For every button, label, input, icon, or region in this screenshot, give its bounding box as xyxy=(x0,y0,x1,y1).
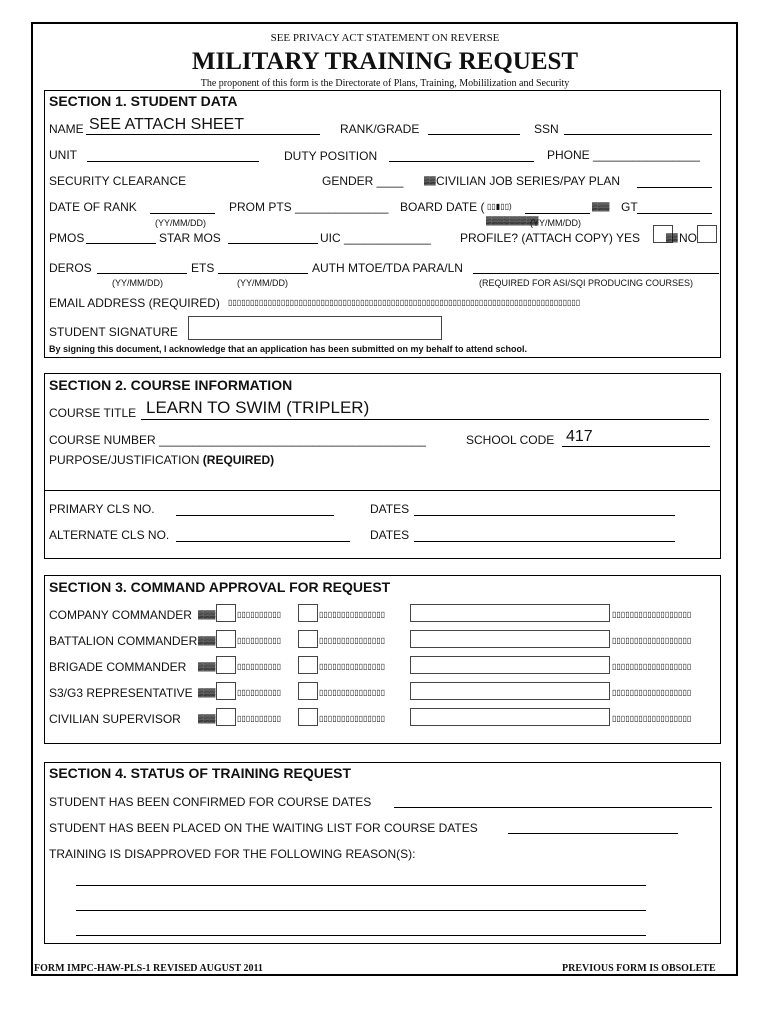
no-label: NO xyxy=(679,231,697,245)
approver-marker-icon: ▓▓▓ xyxy=(198,636,216,645)
email-label: EMAIL ADDRESS (REQUIRED) xyxy=(49,296,220,310)
approve-label-glyph-icon: ▯▯▯▯▯▯▯▯▯▯ xyxy=(237,610,282,619)
ets-label: ETS xyxy=(191,261,215,275)
approver-marker-icon: ▓▓▓ xyxy=(198,610,216,619)
primary-cls-label: PRIMARY CLS NO. xyxy=(49,502,155,516)
approver-signature-field[interactable] xyxy=(410,604,610,622)
approver-signature-field[interactable] xyxy=(410,630,610,648)
clearance-label: SECURITY CLEARANCE xyxy=(49,174,187,188)
board-hint: (YY/MM/DD) xyxy=(530,218,581,228)
disapprove-checkbox[interactable] xyxy=(298,708,318,726)
signature-field[interactable] xyxy=(188,316,442,340)
disapprove-label-glyph-icon: ▯▯▯▯▯▯▯▯▯▯▯▯▯▯▯ xyxy=(319,662,386,671)
phone-label[interactable]: PHONE ________________ xyxy=(547,148,700,162)
school-code-value[interactable]: 417 xyxy=(566,428,593,445)
reason-line-3[interactable] xyxy=(76,935,646,936)
primary-cls-field[interactable] xyxy=(176,515,334,516)
primary-dates-field[interactable] xyxy=(414,515,675,516)
rank-field[interactable] xyxy=(428,134,520,135)
civilian-label: CIVILIAN JOB SERIES/PAY PLAN xyxy=(436,174,621,188)
approve-checkbox[interactable] xyxy=(216,708,236,726)
civilian-marker-icon: ▓▓ xyxy=(424,176,436,185)
board-label: BOARD DATE ( xyxy=(400,200,485,214)
name-label: NAME xyxy=(49,122,84,136)
deros-hint: (YY/MM/DD) xyxy=(112,278,163,288)
course-title-line xyxy=(141,419,709,420)
duty-label: DUTY POSITION xyxy=(284,149,378,163)
approver-date-field[interactable]: ▯▯▯▯▯▯▯▯▯▯▯▯▯▯▯▯▯▯ xyxy=(612,662,692,671)
confirmed-dates-field[interactable] xyxy=(394,807,712,808)
disapprove-label-glyph-icon: ▯▯▯▯▯▯▯▯▯▯▯▯▯▯▯ xyxy=(319,610,386,619)
signature-label: STUDENT SIGNATURE xyxy=(49,325,178,339)
disapprove-checkbox[interactable] xyxy=(298,656,318,674)
mtoe-hint: (REQUIRED FOR ASI/SQI PRODUCING COURSES) xyxy=(479,278,694,288)
approve-label-glyph-icon: ▯▯▯▯▯▯▯▯▯▯ xyxy=(237,714,282,723)
privacy-notice: SEE PRIVACY ACT STATEMENT ON REVERSE xyxy=(270,32,500,44)
starmos-field[interactable] xyxy=(228,243,318,244)
pmos-label: PMOS xyxy=(49,231,85,245)
approve-label-glyph-icon: ▯▯▯▯▯▯▯▯▯▯ xyxy=(237,688,282,697)
no-marker-icon: ▓▓ xyxy=(666,233,678,242)
pmos-field[interactable] xyxy=(86,243,156,244)
purpose-label-text: PURPOSE/JUSTIFICATION xyxy=(49,453,203,467)
ets-hint: (YY/MM/DD) xyxy=(237,278,288,288)
approve-label-glyph-icon: ▯▯▯▯▯▯▯▯▯▯ xyxy=(237,662,282,671)
approver-label: BRIGADE COMMANDER xyxy=(49,660,187,674)
proponent-note: The proponent of this form is the Directorate of Plans, Training, Mobililization and Security xyxy=(200,78,570,89)
purpose-label xyxy=(49,453,274,467)
course-title-value[interactable]: LEARN TO SWIM (TRIPLER) xyxy=(146,398,370,417)
approve-checkbox[interactable] xyxy=(216,604,236,622)
deros-label: DEROS xyxy=(49,261,92,275)
approver-marker-icon: ▓▓▓ xyxy=(198,714,216,723)
obsolete-note: PREVIOUS FORM IS OBSOLETE xyxy=(562,963,716,974)
rank-label: RANK/GRADE xyxy=(340,122,420,136)
profile-label: PROFILE? (ATTACH COPY) YES xyxy=(460,231,641,245)
disapprove-label-glyph-icon: ▯▯▯▯▯▯▯▯▯▯▯▯▯▯▯ xyxy=(319,714,386,723)
unit-field[interactable] xyxy=(87,161,259,162)
purpose-required: (REQUIRED) xyxy=(202,453,275,467)
waiting-dates-field[interactable] xyxy=(508,833,678,834)
approver-label: S3/G3 REPRESENTATIVE xyxy=(49,686,193,700)
email-field[interactable]: ▯▯▯▯▯▯▯▯▯▯▯▯▯▯▯▯▯▯▯▯▯▯▯▯▯▯▯▯▯▯▯▯▯▯▯▯▯▯▯▯▯▯▯▯▯▯▯▯▯▯▯▯▯▯▯▯▯▯▯▯▯▯▯▯▯▯▯▯▯▯▯▯▯▯▯▯▯▯▯▯ xyxy=(228,298,581,307)
alternate-cls-label: ALTERNATE CLS NO. xyxy=(49,528,170,542)
disapprove-label-glyph-icon: ▯▯▯▯▯▯▯▯▯▯▯▯▯▯▯ xyxy=(319,688,386,697)
name-line xyxy=(86,134,320,135)
approver-marker-icon: ▓▓▓ xyxy=(198,662,216,671)
disapprove-label-glyph-icon: ▯▯▯▯▯▯▯▯▯▯▯▯▯▯▯ xyxy=(319,636,386,645)
board-glyph-icon: ▯▯▮▯▯) xyxy=(487,202,512,211)
profile-no-checkbox[interactable] xyxy=(697,225,717,243)
approve-checkbox[interactable] xyxy=(216,682,236,700)
dates2-label: DATES xyxy=(370,528,410,542)
confirmed-label: STUDENT HAS BEEN CONFIRMED FOR COURSE DATES xyxy=(49,795,372,809)
ssn-field[interactable] xyxy=(564,134,712,135)
approve-checkbox[interactable] xyxy=(216,656,236,674)
ets-field[interactable] xyxy=(218,273,308,274)
unit-label: UNIT xyxy=(49,148,77,162)
prom-label[interactable]: PROM PTS ______________ xyxy=(229,200,389,214)
dor-field[interactable] xyxy=(150,213,215,214)
approver-label: CIVILIAN SUPERVISOR xyxy=(49,712,181,726)
dates-label: DATES xyxy=(370,502,410,516)
disapprove-checkbox[interactable] xyxy=(298,682,318,700)
form-title: MILITARY TRAINING REQUEST xyxy=(191,48,579,75)
gt-marker-icon: ▓▓▓ xyxy=(592,202,610,211)
waiting-label: STUDENT HAS BEEN PLACED ON THE WAITING LIST FOR COURSE DATES xyxy=(49,821,478,835)
disapproved-label: TRAINING IS DISAPPROVED FOR THE FOLLOWING REASON(S): xyxy=(49,847,416,861)
course-number-label[interactable]: COURSE NUMBER ________________________________________ xyxy=(49,433,426,447)
section1-heading: SECTION 1. STUDENT DATA xyxy=(49,93,238,109)
reason-line-2[interactable] xyxy=(76,910,646,911)
approve-label-glyph-icon: ▯▯▯▯▯▯▯▯▯▯ xyxy=(237,636,282,645)
course-title-label: COURSE TITLE xyxy=(49,406,137,420)
approver-label: BATTALION COMMANDER xyxy=(49,634,198,648)
signature-acknowledgement: By signing this document, I acknowledge that an application has been submitted on my behalf to attend school. xyxy=(49,344,528,354)
approver-date-field[interactable]: ▯▯▯▯▯▯▯▯▯▯▯▯▯▯▯▯▯▯ xyxy=(612,636,692,645)
section3-heading: SECTION 3. COMMAND APPROVAL FOR REQUEST xyxy=(49,579,391,595)
uic-label[interactable]: UIC _____________ xyxy=(320,231,431,245)
purpose-divider xyxy=(44,490,721,491)
name-value[interactable]: SEE ATTACH SHEET xyxy=(89,116,244,133)
duty-field[interactable] xyxy=(389,161,534,162)
disapprove-checkbox[interactable] xyxy=(298,630,318,648)
approver-signature-field[interactable] xyxy=(410,682,610,700)
approver-label: COMPANY COMMANDER xyxy=(49,608,192,622)
board-field[interactable] xyxy=(525,213,590,214)
reason-line-1[interactable] xyxy=(76,885,646,886)
civilian-field[interactable] xyxy=(637,187,712,188)
dor-hint: (YY/MM/DD) xyxy=(155,218,206,228)
school-code-label: SCHOOL CODE xyxy=(466,433,555,447)
gt-field[interactable] xyxy=(637,213,712,214)
ssn-label: SSN xyxy=(534,122,559,136)
disapprove-checkbox[interactable] xyxy=(298,604,318,622)
form-id: FORM IMPC-HAW-PLS-1 REVISED AUGUST 2011 xyxy=(34,963,263,974)
approver-signature-field[interactable] xyxy=(410,708,610,726)
mtoe-field[interactable] xyxy=(473,273,719,274)
starmos-label: STAR MOS xyxy=(159,231,221,245)
mtoe-label: AUTH MTOE/TDA PARA/LN xyxy=(312,261,463,275)
section2-heading: SECTION 2. COURSE INFORMATION xyxy=(49,377,293,393)
dor-label: DATE OF RANK xyxy=(49,200,137,214)
school-code-line xyxy=(562,446,710,447)
approver-date-field[interactable]: ▯▯▯▯▯▯▯▯▯▯▯▯▯▯▯▯▯▯ xyxy=(612,688,692,697)
gender-label[interactable]: GENDER ____ xyxy=(322,174,404,188)
alternate-cls-field[interactable] xyxy=(176,541,350,542)
approver-signature-field[interactable] xyxy=(410,656,610,674)
approver-marker-icon: ▓▓▓ xyxy=(198,688,216,697)
board-hint-glyph-icon: ▓▓▓▓▓▓▓▓▓ xyxy=(486,216,539,225)
section4-heading: SECTION 4. STATUS OF TRAINING REQUEST xyxy=(49,765,352,781)
approver-date-field[interactable]: ▯▯▯▯▯▯▯▯▯▯▯▯▯▯▯▯▯▯ xyxy=(612,714,692,723)
gt-label: GT xyxy=(621,200,638,214)
approve-checkbox[interactable] xyxy=(216,630,236,648)
deros-field[interactable] xyxy=(97,273,187,274)
alternate-dates-field[interactable] xyxy=(414,541,675,542)
approver-date-field[interactable]: ▯▯▯▯▯▯▯▯▯▯▯▯▯▯▯▯▯▯ xyxy=(612,610,692,619)
